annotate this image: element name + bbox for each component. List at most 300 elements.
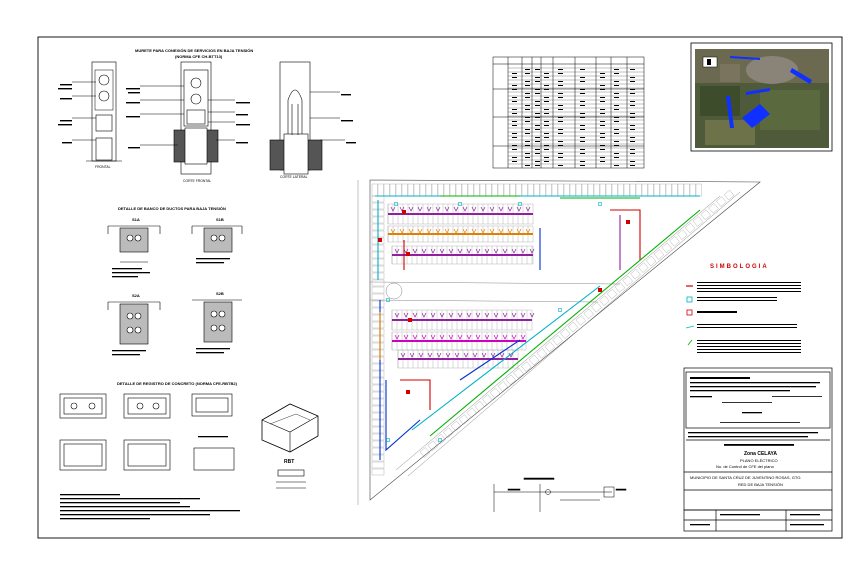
left-lot (372, 322, 384, 328)
table-cell-value (630, 141, 635, 142)
diagonal-lot (459, 415, 469, 425)
service-drop (409, 229, 413, 233)
top-lot (408, 184, 414, 196)
network-line (430, 210, 700, 436)
table-cell-value (614, 133, 619, 134)
service-drop (431, 249, 435, 253)
service-drop (449, 335, 453, 339)
top-lot (570, 184, 576, 196)
legend-item-4 (697, 324, 797, 330)
diagonal-lot (646, 256, 656, 266)
registro-notes (60, 436, 240, 519)
table-cell-value (544, 85, 549, 86)
service-drop (463, 207, 467, 211)
table-cell-value (544, 145, 549, 146)
top-lot (678, 184, 684, 196)
service-drop (427, 207, 431, 211)
service-drop (508, 207, 512, 211)
top-lot (480, 184, 486, 196)
left-lot (372, 371, 384, 377)
table-cell-value (535, 153, 540, 154)
table-cell-value (630, 69, 635, 70)
table-cell-value (512, 137, 517, 138)
table-cell-value (580, 125, 585, 126)
table-cell-value (580, 141, 585, 142)
table-cell-value (614, 153, 619, 154)
service-drop (400, 229, 404, 233)
top-lot (444, 184, 450, 196)
table-cell-value (630, 165, 635, 166)
duct-bank-title: DETALLE DE BANCO DE DUCTOS PARA BAJA TENSIÓN (118, 206, 226, 211)
top-lot (432, 184, 438, 196)
table-cell-value (614, 73, 619, 74)
registro-title: DETALLE DE REGISTRO DE CONCRETO (NORMA CFE-RBTB2) (117, 381, 237, 386)
table-cell-value (525, 153, 530, 154)
diagonal-lot (662, 243, 672, 253)
table-cell-value (512, 109, 517, 110)
murete-view-frontal: FRONTAL (95, 165, 111, 169)
table-cell-value (580, 77, 585, 78)
table-cell-value (544, 77, 549, 78)
table-cell-value (544, 109, 549, 110)
table-cell-value (630, 161, 635, 162)
left-lot (372, 420, 384, 426)
service-drop (521, 335, 525, 339)
service-drop (445, 229, 449, 233)
murete-details (72, 62, 345, 174)
diagonal-lot (553, 335, 563, 345)
service-drop (427, 229, 431, 233)
left-lot (372, 336, 384, 342)
top-lot (636, 184, 642, 196)
murete-view-corte-lateral: CORTE LATERAL (280, 175, 308, 179)
table-cell-value (558, 85, 563, 86)
table-cell-value (535, 77, 540, 78)
table-cell-value (614, 117, 619, 118)
transformer-symbol (406, 252, 410, 256)
service-drop (476, 335, 480, 339)
table-cell-value (580, 93, 585, 94)
table-cell-value (558, 93, 563, 94)
table-cell-value (512, 161, 517, 162)
table-cell-value (600, 109, 605, 110)
table-cell-value (580, 117, 585, 118)
table-cell-value (525, 85, 530, 86)
table-cell-value (512, 89, 517, 90)
table-cell-value (600, 133, 605, 134)
service-drop (512, 249, 516, 253)
duct-bank-label-s2a: S2A (132, 293, 140, 298)
table-cell-value (558, 121, 563, 122)
service-drop (473, 353, 477, 357)
table-cell-value (535, 117, 540, 118)
top-lot (504, 184, 510, 196)
service-drop (512, 313, 516, 317)
table-cell-value (512, 73, 517, 74)
table-cell-value (512, 101, 517, 102)
title-block-frame (684, 368, 832, 531)
table-cell-value (630, 117, 635, 118)
table-cell-value (512, 133, 517, 134)
table-cell-value (512, 157, 517, 158)
service-drop (517, 229, 521, 233)
transformer-symbol (598, 288, 602, 292)
service-drop (521, 313, 525, 317)
top-lot (666, 184, 672, 196)
service-drop (431, 335, 435, 339)
top-lot (582, 184, 588, 196)
diagonal-lot (592, 302, 602, 312)
table-cell-value (558, 153, 563, 154)
table-cell-value (580, 165, 585, 166)
service-drop (419, 353, 423, 357)
service-drop (499, 207, 503, 211)
left-lot (372, 357, 384, 363)
service-drop (472, 207, 476, 211)
left-lot (372, 350, 384, 356)
table-cell-value (614, 141, 619, 142)
legend-item-2 (697, 297, 777, 301)
register-symbol (387, 439, 390, 442)
table-cell-value (525, 121, 530, 122)
table-cell-value (580, 137, 585, 138)
table-cell-value (600, 121, 605, 122)
table-cell-value (614, 129, 619, 130)
left-lot (372, 315, 384, 321)
top-lot (534, 184, 540, 196)
service-drop (482, 353, 486, 357)
table-cell-value (535, 137, 540, 138)
table-cell-value (512, 113, 517, 114)
left-lot (372, 378, 384, 384)
table-cell-value (512, 85, 517, 86)
register-symbol (599, 203, 602, 206)
table-cell-value (630, 129, 635, 130)
table-cell-value (525, 157, 530, 158)
service-drop (413, 335, 417, 339)
top-lot (498, 184, 504, 196)
table-cell-value (558, 141, 563, 142)
network-line (610, 210, 640, 260)
service-drop (494, 335, 498, 339)
table-cell-value (525, 141, 530, 142)
legend-item-5 (697, 340, 801, 355)
left-lot (372, 406, 384, 412)
table-cell-value (535, 165, 540, 166)
transformer-symbol (626, 220, 630, 224)
service-drop (458, 313, 462, 317)
table-cell-value (558, 97, 563, 98)
table-cell-value (600, 89, 605, 90)
diagonal-lot (576, 316, 586, 326)
left-lot (372, 329, 384, 335)
service-drop (521, 249, 525, 253)
site-plan-network (375, 196, 700, 460)
top-lot (528, 184, 534, 196)
table-cell-value (580, 149, 585, 150)
table-cell-value (614, 93, 619, 94)
table-cell-value (600, 85, 605, 86)
service-drop (422, 313, 426, 317)
table-cell-value (558, 129, 563, 130)
table-cell-value (535, 69, 540, 70)
table-cell-value (630, 149, 635, 150)
table-cell-value (600, 157, 605, 158)
top-lot (564, 184, 570, 196)
murete-title: MURETE PARA CONEXIÓN DE SERVICIOS EN BAJA TENSIÓN (135, 48, 254, 53)
left-lot (372, 343, 384, 349)
register-symbol (439, 439, 442, 442)
table-cell-value (544, 101, 549, 102)
title-block-network: RED DE BAJA TENSIÓN (738, 482, 783, 487)
table-cell-value (544, 121, 549, 122)
diagonal-lot (670, 236, 680, 246)
top-lot (420, 184, 426, 196)
service-drop (467, 335, 471, 339)
top-lot (390, 184, 396, 196)
legend-title: SIMBOLOGIA (710, 264, 769, 270)
service-drop (454, 207, 458, 211)
table-cell-value (558, 165, 563, 166)
table-cell-value (544, 113, 549, 114)
top-lot (462, 184, 468, 196)
table-cell-value (614, 105, 619, 106)
table-cell-value (600, 161, 605, 162)
diagonal-lot (490, 388, 500, 398)
top-lot (600, 184, 606, 196)
title-block-control: No. de Control de CFE del plano (716, 464, 774, 469)
table-cell-value (535, 105, 540, 106)
table-cell-value (558, 81, 563, 82)
service-drop (508, 229, 512, 233)
diagonal-lot (482, 395, 492, 405)
service-drop (413, 249, 417, 253)
table-cell-value (544, 137, 549, 138)
top-lot (672, 184, 678, 196)
table-cell-value (535, 129, 540, 130)
table-cell-value (525, 93, 530, 94)
legend-item-1 (697, 282, 801, 294)
service-drop (467, 313, 471, 317)
table-cell-value (580, 69, 585, 70)
top-lot (594, 184, 600, 196)
top-lot (588, 184, 594, 196)
diagonal-lot (654, 250, 664, 260)
table-cell-value (544, 149, 549, 150)
table-cell-value (512, 97, 517, 98)
diagonal-lot (607, 289, 617, 299)
left-lot (372, 413, 384, 419)
diagonal-lot (584, 309, 594, 319)
left-lot (372, 280, 384, 286)
diagonal-lot (631, 269, 641, 279)
service-drop (445, 207, 449, 211)
service-drop (467, 249, 471, 253)
registro-label: RBT (284, 459, 295, 465)
top-lot (654, 184, 660, 196)
service-drop (490, 207, 494, 211)
table-cell-value (580, 101, 585, 102)
table-cell-value (525, 97, 530, 98)
murete-subtitle: (NORMA CFE CH-BTT13) (175, 54, 223, 59)
service-drop (428, 353, 432, 357)
table-cell-value (525, 109, 530, 110)
duct-bank-details (108, 226, 242, 344)
table-cell-value (558, 117, 563, 118)
table-cell-value (525, 165, 530, 166)
top-lot (510, 184, 516, 196)
left-lot (372, 294, 384, 300)
top-lot (696, 184, 702, 196)
table-cell-value (512, 149, 517, 150)
table-cell-value (535, 101, 540, 102)
transformer-symbol (402, 210, 406, 214)
top-lot (516, 184, 522, 196)
legend-item-3 (697, 311, 737, 313)
table-cell-value (580, 105, 585, 106)
table-cell-value (614, 85, 619, 86)
top-lot (540, 184, 546, 196)
diagonal-lot (514, 368, 524, 378)
table-cell-value (535, 93, 540, 94)
table-cell-value (614, 69, 619, 70)
table-cell-value (535, 141, 540, 142)
duct-bank-label-s1b: S1B (216, 217, 224, 222)
service-drop (413, 313, 417, 317)
table-cell-value (512, 145, 517, 146)
duct-bank-label-s1a: S1A (132, 217, 140, 222)
top-lot (402, 184, 408, 196)
top-lot (456, 184, 462, 196)
table-cell-value (630, 81, 635, 82)
table-cell-value (525, 73, 530, 74)
top-lot (474, 184, 480, 196)
left-lot (372, 455, 384, 461)
service-drop (499, 229, 503, 233)
top-lot (576, 184, 582, 196)
top-lot (612, 184, 618, 196)
top-lot (552, 184, 558, 196)
top-lot (492, 184, 498, 196)
title-block-project: MUNICIPIO DE SANTA CRUZ DE JUVENTINO ROSAS, GTO. (690, 475, 802, 480)
table-cell-value (600, 77, 605, 78)
table-cell-value (600, 113, 605, 114)
table-cell-value (558, 133, 563, 134)
top-lot (648, 184, 654, 196)
table-cell-value (544, 89, 549, 90)
table-cell-value (512, 125, 517, 126)
table-cell-value (630, 113, 635, 114)
top-lot (522, 184, 528, 196)
network-line (386, 380, 420, 450)
table-cell-value (600, 125, 605, 126)
diagonal-lot (568, 322, 578, 332)
left-lot (372, 427, 384, 433)
title-block-zone: Zona CELAYA (744, 451, 777, 457)
diagonal-lot (638, 263, 648, 273)
left-lot (372, 448, 384, 454)
table-cell-value (512, 121, 517, 122)
table-cell-value (558, 73, 563, 74)
table-cell-value (544, 157, 549, 158)
transformer-symbol (378, 238, 382, 242)
diagonal-lot (623, 276, 633, 286)
top-lot (396, 184, 402, 196)
top-lot (378, 184, 384, 196)
table-cell-value (544, 125, 549, 126)
table-cell-value (558, 109, 563, 110)
table-cell-value (580, 81, 585, 82)
table-cell-value (580, 129, 585, 130)
top-lot (690, 184, 696, 196)
murete-view-corte-frontal: CORTE FRONTAL (183, 179, 212, 183)
table-cell-value (630, 101, 635, 102)
table-cell-value (544, 161, 549, 162)
table-cell-value (600, 137, 605, 138)
table-cell-value (544, 97, 549, 98)
top-lot (486, 184, 492, 196)
table-cell-value (525, 145, 530, 146)
service-drop (404, 313, 408, 317)
table-cell-value (525, 133, 530, 134)
service-drop (449, 249, 453, 253)
diagonal-lot (475, 401, 485, 411)
diagonal-lot (560, 329, 570, 339)
left-lot (372, 364, 384, 370)
transformer-symbol (408, 318, 412, 322)
table-cell-value (512, 77, 517, 78)
table-cell-value (535, 125, 540, 126)
top-lot (642, 184, 648, 196)
service-drop (476, 313, 480, 317)
service-drop (458, 335, 462, 339)
table-cell-value (630, 125, 635, 126)
table-cell-value (580, 113, 585, 114)
table-cell-value (544, 73, 549, 74)
table-cell-value (580, 153, 585, 154)
service-drop (503, 313, 507, 317)
table-cell-value (614, 97, 619, 98)
left-lot (372, 308, 384, 314)
service-drop (512, 335, 516, 339)
left-lot (372, 301, 384, 307)
top-lot (684, 184, 690, 196)
service-drop (476, 249, 480, 253)
registro-details (60, 394, 318, 488)
left-lot (372, 392, 384, 398)
service-drop (422, 335, 426, 339)
table-cell-value (525, 117, 530, 118)
service-drop (418, 207, 422, 211)
table-cell-value (614, 145, 619, 146)
diagonal-lot (506, 375, 516, 385)
title-block-plan: PLANO ELÉCTRICO (740, 458, 778, 463)
service-drop (437, 353, 441, 357)
table-cell-value (630, 93, 635, 94)
table-cell-value (614, 121, 619, 122)
table-cell-value (558, 157, 563, 158)
table-cell-value (535, 89, 540, 90)
table-cell-value (535, 161, 540, 162)
table-cell-value (535, 149, 540, 150)
location-map (691, 43, 832, 151)
left-lot (372, 469, 384, 475)
table-cell-value (544, 133, 549, 134)
table-cell-value (558, 105, 563, 106)
top-lot (468, 184, 474, 196)
table-cell-value (525, 105, 530, 106)
register-symbol (559, 309, 562, 312)
